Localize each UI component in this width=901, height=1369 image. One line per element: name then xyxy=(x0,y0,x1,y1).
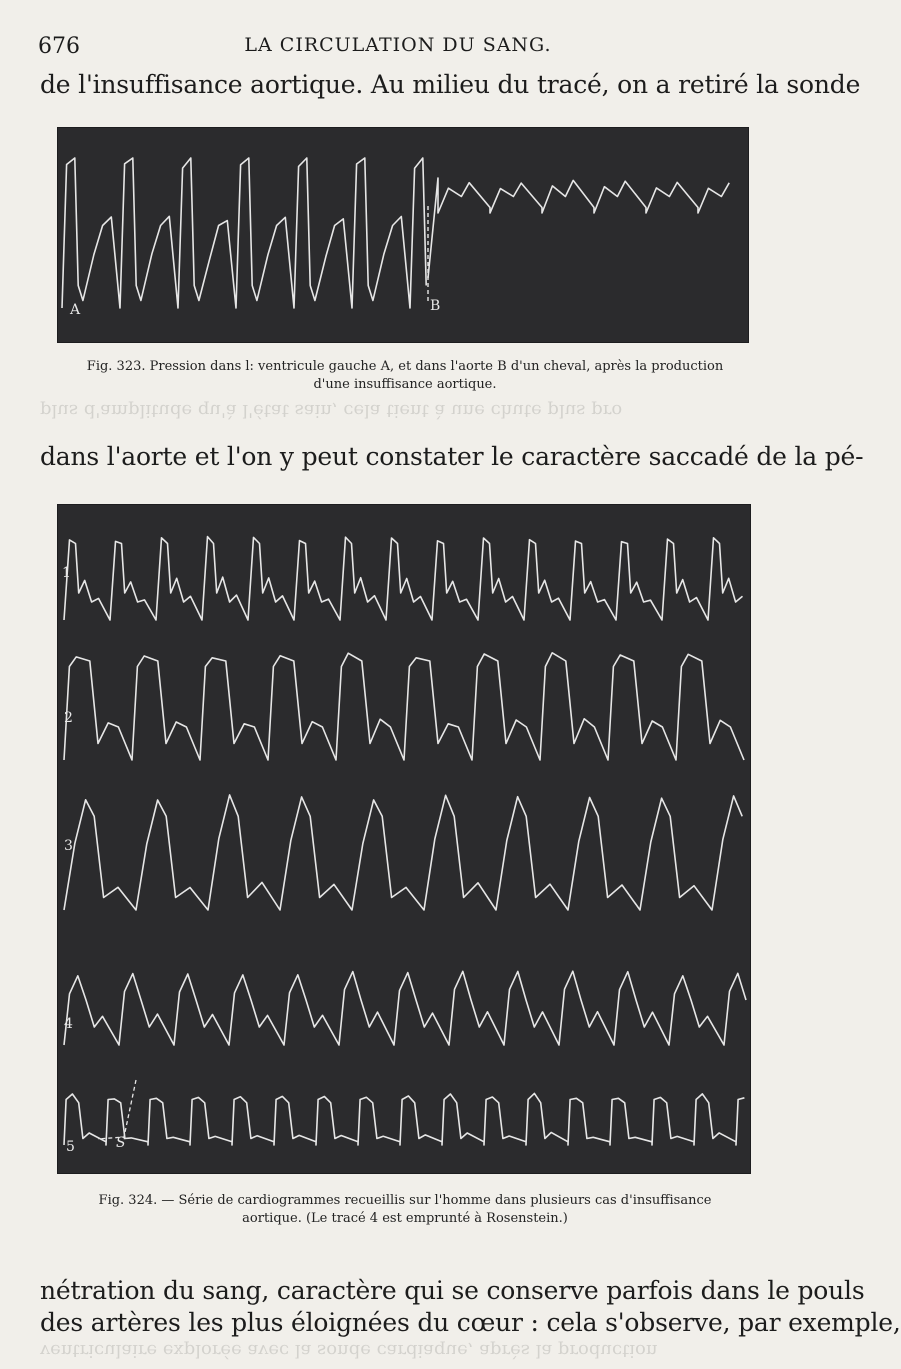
annotation-label: S xyxy=(116,1135,126,1151)
bleed-through-text: ventriculaire explorée avec la sonde cardiaque, après la production xyxy=(40,1340,658,1361)
body-text-line: de l'insuffisance aortique. Au milieu du tracé, on a retiré la sonde xyxy=(40,70,861,99)
figure-323-traces xyxy=(58,128,748,342)
body-text-line: nétration du sang, caractère qui se conserve parfois dans le pouls xyxy=(40,1276,865,1305)
caption-line: Fig. 324. — Série de cardiogrammes recueillis sur l'homme dans plusieurs cas d'insuffisance xyxy=(98,1193,712,1208)
annotation-marker xyxy=(98,1080,136,1139)
body-text-line: dans l'aorte et l'on y peut constater le caractère saccadé de la pé- xyxy=(40,442,864,471)
cardiogram-trace-5 xyxy=(64,1093,744,1145)
trace-label: 5 xyxy=(66,1139,75,1155)
bleed-through-text: plus d'amplitude qu'à l'état sain, cela tient à une chute plus pro xyxy=(40,400,623,421)
cardiogram-trace-1 xyxy=(64,537,743,620)
figure-324 xyxy=(58,505,750,1173)
trace-ventricle-a xyxy=(62,158,426,308)
trace-aorta-b xyxy=(428,178,729,278)
trace-label: 3 xyxy=(64,838,73,854)
figure-324-traces xyxy=(58,505,750,1173)
cardiogram-trace-2 xyxy=(64,653,744,760)
trace-label: 4 xyxy=(64,1016,73,1032)
figure-323 xyxy=(58,128,748,342)
page-header xyxy=(38,30,758,60)
label-a: A xyxy=(70,302,81,318)
trace-label: 1 xyxy=(62,565,71,581)
caption-line: aortique. (Le tracé 4 est emprunté à Rosenstein.) xyxy=(242,1211,568,1226)
figure-323-caption xyxy=(50,358,760,394)
running-title: LA CIRCULATION DU SANG. xyxy=(244,34,552,56)
figure-324-caption xyxy=(50,1192,760,1228)
label-b: B xyxy=(430,298,441,314)
page-number: 676 xyxy=(38,34,80,59)
cardiogram-trace-4 xyxy=(64,971,746,1045)
caption-line: Fig. 323. Pression dans l: ventricule gauche A, et dans l'aorte B d'un cheval, après la production xyxy=(86,359,724,374)
body-text-line: des artères les plus éloignées du cœur : cela s'observe, par exemple, xyxy=(40,1308,901,1337)
trace-label: 2 xyxy=(64,710,73,726)
caption-line: d'une insuffisance aortique. xyxy=(313,377,497,392)
cardiogram-trace-3 xyxy=(64,795,742,910)
